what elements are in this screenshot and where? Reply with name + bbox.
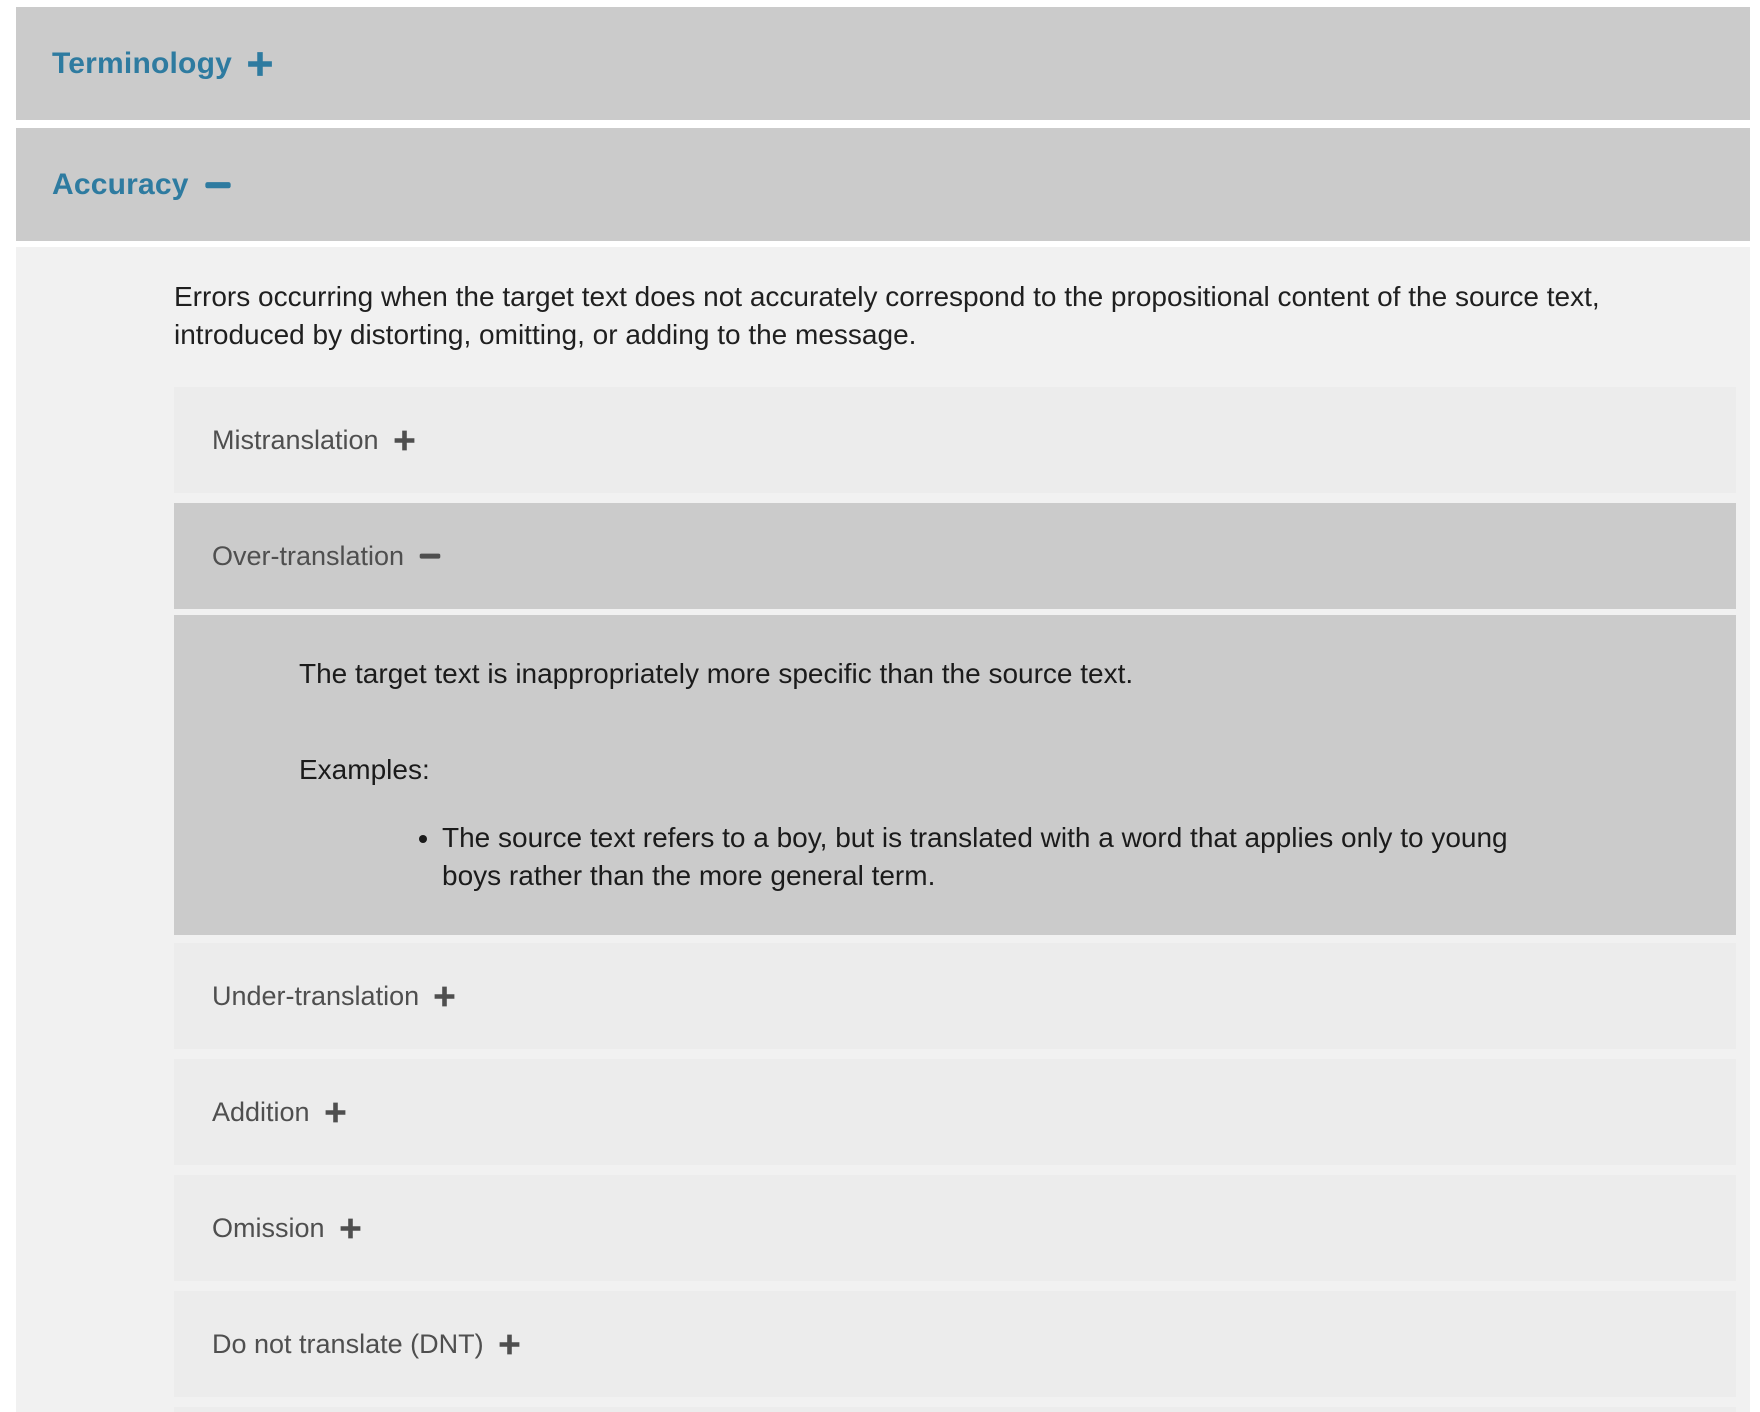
accordion-title-terminology: Terminology [52,46,232,80]
subtype-label: Under-translation [212,980,420,1011]
subtype-header-partial[interactable] [174,1407,1736,1412]
accordion-title-accuracy: Accuracy [52,167,189,201]
accuracy-panel [16,247,1750,1412]
subtype-label: Addition [212,1096,310,1127]
plus-icon [392,428,417,453]
subtype-header-do-not-translate[interactable] [174,1291,1736,1397]
subtype-header-under-translation[interactable] [174,943,1736,1049]
subtype-list [174,387,1736,1412]
accordion-header-terminology[interactable] [16,7,1750,120]
minus-icon [202,169,234,201]
example-item: • The source text refers to a boy, but is translated with a word that applies only to young boys rather than the more general term. [442,819,1522,895]
subtype-label: Do not translate (DNT) [212,1328,484,1359]
over-translation-definition: The target text is inappropriately more specific than the source text. [299,658,1134,689]
plus-icon [323,1100,348,1125]
minus-icon [417,543,443,569]
subtype-header-addition[interactable] [174,1059,1736,1165]
over-translation-panel [174,615,1736,935]
accuracy-description: Errors occurring when the target text does not accurately correspond to the propositional content of the source text, introduced by distorting, omitting, or adding to the message. [174,281,1600,350]
subtype-header-over-translation[interactable] [174,503,1736,609]
accordion-header-accuracy[interactable] [16,128,1750,241]
plus-icon [245,49,275,79]
subtype-header-mistranslation[interactable] [174,387,1736,493]
plus-icon [338,1216,363,1241]
plus-icon [497,1332,522,1357]
plus-icon [432,984,457,1009]
subtype-header-omission[interactable] [174,1175,1736,1281]
examples-label: Examples: [299,754,430,785]
subtype-label: Omission [212,1212,325,1243]
subtype-label: Over-translation [212,540,405,571]
subtype-label: Mistranslation [212,424,379,455]
examples-list [299,819,1696,895]
